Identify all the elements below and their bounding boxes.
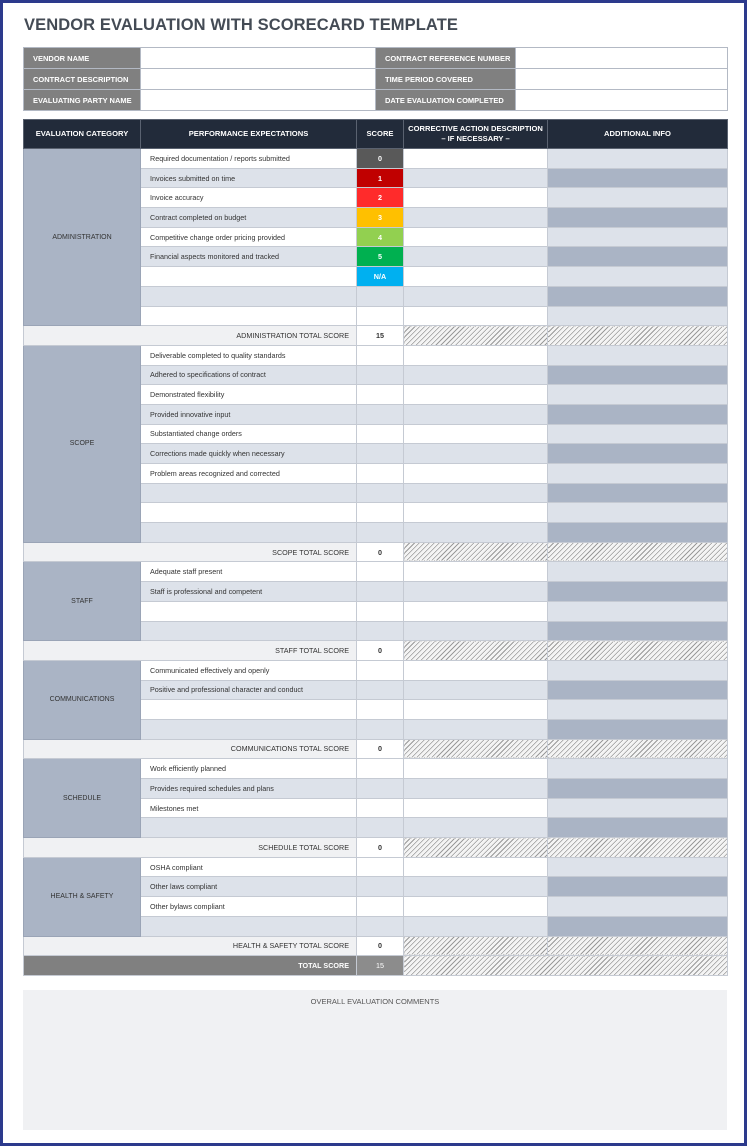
performance-expectation[interactable]: Provides required schedules and plans: [141, 779, 357, 799]
score-cell[interactable]: [357, 424, 404, 444]
info-label: TIME PERIOD COVERED: [376, 69, 516, 90]
section-total-score: 0: [357, 936, 404, 956]
table-row: [24, 345, 728, 365]
score-cell[interactable]: [357, 779, 404, 799]
score-cell[interactable]: [357, 464, 404, 484]
corrective-action-cell[interactable]: [404, 523, 548, 543]
score-cell[interactable]: 3: [357, 208, 404, 228]
score-cell[interactable]: [357, 601, 404, 621]
corrective-action-cell[interactable]: [404, 404, 548, 424]
evaluation-category: HEALTH & SAFETY: [24, 857, 141, 936]
performance-expectation[interactable]: [141, 601, 357, 621]
info-label: VENDOR NAME: [24, 48, 141, 69]
section-total-row: [24, 542, 728, 562]
grand-total-score: 15: [357, 956, 404, 976]
header-performance-expectations: PERFORMANCE EXPECTATIONS: [141, 120, 357, 149]
corrective-action-cell[interactable]: [404, 857, 548, 877]
score-cell[interactable]: 1: [357, 168, 404, 188]
corrective-action-cell[interactable]: [404, 562, 548, 582]
hatched-cell: [548, 641, 728, 661]
info-row: [24, 69, 728, 90]
score-cell[interactable]: [357, 582, 404, 602]
additional-info-cell[interactable]: [548, 916, 728, 936]
hatched-cell: [548, 739, 728, 759]
performance-expectation[interactable]: Invoice accuracy: [141, 188, 357, 208]
performance-expectation[interactable]: [141, 306, 357, 326]
corrective-action-cell[interactable]: [404, 464, 548, 484]
additional-info-cell[interactable]: [548, 208, 728, 228]
evaluation-category: SCOPE: [24, 345, 141, 542]
corrective-action-cell[interactable]: [404, 916, 548, 936]
corrective-action-cell[interactable]: [404, 818, 548, 838]
corrective-action-cell[interactable]: [404, 286, 548, 306]
section-total-label: HEALTH & SAFETY TOTAL SCORE: [24, 936, 357, 956]
performance-expectation[interactable]: Substantiated change orders: [141, 424, 357, 444]
performance-expectation[interactable]: Positive and professional character and conduct: [141, 680, 357, 700]
hatched-cell: [404, 956, 728, 976]
additional-info-cell[interactable]: [548, 267, 728, 287]
corrective-action-cell[interactable]: [404, 621, 548, 641]
header-corrective-action: [404, 120, 548, 149]
score-cell[interactable]: 0: [357, 149, 404, 169]
score-cell[interactable]: [357, 503, 404, 523]
performance-expectation[interactable]: [141, 503, 357, 523]
info-value-field[interactable]: [516, 69, 728, 90]
additional-info-cell[interactable]: [548, 700, 728, 720]
info-label: CONTRACT DESCRIPTION: [24, 69, 141, 90]
score-cell[interactable]: [357, 385, 404, 405]
additional-info-cell[interactable]: [548, 660, 728, 680]
additional-info-cell[interactable]: [548, 286, 728, 306]
corrective-action-cell[interactable]: [404, 759, 548, 779]
additional-info-cell[interactable]: [548, 759, 728, 779]
section-total-score: 0: [357, 641, 404, 661]
score-cell[interactable]: [357, 916, 404, 936]
performance-expectation[interactable]: OSHA compliant: [141, 857, 357, 877]
evaluation-category: ADMINISTRATION: [24, 149, 141, 326]
corrective-action-cell[interactable]: [404, 582, 548, 602]
header-evaluation-category: EVALUATION CATEGORY: [24, 120, 141, 149]
header-corrective-line1: CORRECTIVE ACTION DESCRIPTION: [408, 124, 543, 133]
score-cell[interactable]: [357, 897, 404, 917]
score-cell[interactable]: [357, 798, 404, 818]
info-label: CONTRACT REFERENCE NUMBER: [376, 48, 516, 69]
performance-expectation[interactable]: Communicated effectively and openly: [141, 660, 357, 680]
additional-info-cell[interactable]: [548, 897, 728, 917]
additional-info-cell[interactable]: [548, 719, 728, 739]
additional-info-cell[interactable]: [548, 306, 728, 326]
scorecard-table: [23, 119, 728, 976]
additional-info-cell[interactable]: [548, 168, 728, 188]
hatched-cell: [404, 936, 548, 956]
performance-expectation[interactable]: Other bylaws compliant: [141, 897, 357, 917]
header-score: SCORE: [357, 120, 404, 149]
score-cell[interactable]: [357, 562, 404, 582]
additional-info-cell[interactable]: [548, 247, 728, 267]
performance-expectation[interactable]: Milestones met: [141, 798, 357, 818]
corrective-action-cell[interactable]: [404, 444, 548, 464]
section-total-row: [24, 641, 728, 661]
performance-expectation[interactable]: Required documentation / reports submitted: [141, 149, 357, 169]
additional-info-cell[interactable]: [548, 227, 728, 247]
evaluation-category: COMMUNICATIONS: [24, 660, 141, 739]
additional-info-cell[interactable]: [548, 503, 728, 523]
corrective-action-cell[interactable]: [404, 877, 548, 897]
section-total-label: SCOPE TOTAL SCORE: [24, 542, 357, 562]
vendor-info-table: [23, 47, 728, 111]
additional-info-cell[interactable]: [548, 365, 728, 385]
performance-expectation[interactable]: Contract completed on budget: [141, 208, 357, 228]
additional-info-cell[interactable]: [548, 483, 728, 503]
header-additional-info: ADDITIONAL INFO: [548, 120, 728, 149]
corrective-action-cell[interactable]: [404, 227, 548, 247]
corrective-action-cell[interactable]: [404, 897, 548, 917]
info-value-field[interactable]: [516, 48, 728, 69]
header-corrective-line2: – IF NECESSARY –: [441, 134, 510, 143]
performance-expectation[interactable]: Other laws compliant: [141, 877, 357, 897]
score-cell[interactable]: [357, 365, 404, 385]
info-label: EVALUATING PARTY NAME: [24, 90, 141, 111]
performance-expectation[interactable]: Corrections made quickly when necessary: [141, 444, 357, 464]
section-total-row: [24, 739, 728, 759]
corrective-action-cell[interactable]: [404, 483, 548, 503]
info-value-field[interactable]: [141, 90, 376, 111]
score-cell[interactable]: [357, 523, 404, 543]
corrective-action-cell[interactable]: [404, 424, 548, 444]
corrective-action-cell[interactable]: [404, 503, 548, 523]
score-cell[interactable]: N/A: [357, 267, 404, 287]
score-cell[interactable]: [357, 700, 404, 720]
performance-expectation[interactable]: Competitive change order pricing provided: [141, 227, 357, 247]
score-cell[interactable]: 4: [357, 227, 404, 247]
additional-info-cell[interactable]: [548, 562, 728, 582]
info-label: DATE EVALUATION COMPLETED: [376, 90, 516, 111]
additional-info-cell[interactable]: [548, 857, 728, 877]
additional-info-cell[interactable]: [548, 621, 728, 641]
corrective-action-cell[interactable]: [404, 267, 548, 287]
additional-info-cell[interactable]: [548, 464, 728, 484]
info-value-field[interactable]: [516, 90, 728, 111]
table-row: [24, 562, 728, 582]
additional-info-cell[interactable]: [548, 188, 728, 208]
performance-expectation[interactable]: [141, 916, 357, 936]
table-row: [24, 857, 728, 877]
additional-info-cell[interactable]: [548, 149, 728, 169]
score-cell[interactable]: [357, 680, 404, 700]
table-row: [24, 149, 728, 169]
score-cell[interactable]: [357, 345, 404, 365]
corrective-action-cell[interactable]: [404, 700, 548, 720]
additional-info-cell[interactable]: [548, 404, 728, 424]
corrective-action-cell[interactable]: [404, 306, 548, 326]
evaluation-category: SCHEDULE: [24, 759, 141, 838]
hatched-cell: [548, 936, 728, 956]
section-total-label: ADMINISTRATION TOTAL SCORE: [24, 326, 357, 346]
additional-info-cell[interactable]: [548, 385, 728, 405]
performance-expectation[interactable]: [141, 483, 357, 503]
performance-expectation[interactable]: [141, 523, 357, 543]
score-cell[interactable]: [357, 857, 404, 877]
score-cell[interactable]: [357, 759, 404, 779]
additional-info-cell[interactable]: [548, 818, 728, 838]
section-total-score: 0: [357, 838, 404, 858]
corrective-action-cell[interactable]: [404, 385, 548, 405]
overall-comments-box[interactable]: [23, 990, 727, 1130]
section-total-label: COMMUNICATIONS TOTAL SCORE: [24, 739, 357, 759]
corrective-action-cell[interactable]: [404, 208, 548, 228]
info-row: [24, 90, 728, 111]
grand-total-row: [24, 956, 728, 976]
additional-info-cell[interactable]: [548, 877, 728, 897]
performance-expectation[interactable]: Provided innovative input: [141, 404, 357, 424]
score-cell[interactable]: 5: [357, 247, 404, 267]
score-cell[interactable]: [357, 818, 404, 838]
additional-info-cell[interactable]: [548, 582, 728, 602]
corrective-action-cell[interactable]: [404, 168, 548, 188]
page-title: VENDOR EVALUATION WITH SCORECARD TEMPLATE: [24, 16, 459, 34]
corrective-action-cell[interactable]: [404, 365, 548, 385]
additional-info-cell[interactable]: [548, 601, 728, 621]
performance-expectation[interactable]: Demonstrated flexibility: [141, 385, 357, 405]
performance-expectation[interactable]: Problem areas recognized and corrected: [141, 464, 357, 484]
performance-expectation[interactable]: Invoices submitted on time: [141, 168, 357, 188]
performance-expectation[interactable]: Deliverable completed to quality standards: [141, 345, 357, 365]
hatched-cell: [404, 739, 548, 759]
additional-info-cell[interactable]: [548, 444, 728, 464]
corrective-action-cell[interactable]: [404, 680, 548, 700]
hatched-cell: [404, 641, 548, 661]
corrective-action-cell[interactable]: [404, 719, 548, 739]
section-total-score: 0: [357, 739, 404, 759]
corrective-action-cell[interactable]: [404, 149, 548, 169]
performance-expectation[interactable]: Adhered to specifications of contract: [141, 365, 357, 385]
additional-info-cell[interactable]: [548, 523, 728, 543]
hatched-cell: [404, 542, 548, 562]
grand-total-label: TOTAL SCORE: [24, 956, 357, 976]
performance-expectation[interactable]: Staff is professional and competent: [141, 582, 357, 602]
corrective-action-cell[interactable]: [404, 601, 548, 621]
score-cell[interactable]: [357, 444, 404, 464]
additional-info-cell[interactable]: [548, 424, 728, 444]
performance-expectation[interactable]: [141, 286, 357, 306]
additional-info-cell[interactable]: [548, 680, 728, 700]
performance-expectation[interactable]: Financial aspects monitored and tracked: [141, 247, 357, 267]
score-cell[interactable]: [357, 306, 404, 326]
overall-comments-label: OVERALL EVALUATION COMMENTS: [310, 997, 440, 1006]
info-row: [24, 48, 728, 69]
hatched-cell: [404, 326, 548, 346]
table-row: [24, 759, 728, 779]
performance-expectation[interactable]: [141, 719, 357, 739]
performance-expectation[interactable]: Adequate staff present: [141, 562, 357, 582]
hatched-cell: [548, 326, 728, 346]
performance-expectation[interactable]: [141, 818, 357, 838]
section-total-row: [24, 838, 728, 858]
corrective-action-cell[interactable]: [404, 798, 548, 818]
score-cell[interactable]: [357, 404, 404, 424]
score-cell[interactable]: 2: [357, 188, 404, 208]
additional-info-cell[interactable]: [548, 798, 728, 818]
section-total-label: STAFF TOTAL SCORE: [24, 641, 357, 661]
performance-expectation[interactable]: [141, 700, 357, 720]
corrective-action-cell[interactable]: [404, 660, 548, 680]
performance-expectation[interactable]: Work efficiently planned: [141, 759, 357, 779]
performance-expectation[interactable]: [141, 267, 357, 287]
section-total-row: [24, 326, 728, 346]
scorecard-header-row: [24, 120, 728, 149]
section-total-score: 0: [357, 542, 404, 562]
score-cell[interactable]: [357, 621, 404, 641]
score-cell[interactable]: [357, 660, 404, 680]
score-cell[interactable]: [357, 877, 404, 897]
additional-info-cell[interactable]: [548, 779, 728, 799]
hatched-cell: [404, 838, 548, 858]
section-total-label: SCHEDULE TOTAL SCORE: [24, 838, 357, 858]
corrective-action-cell[interactable]: [404, 345, 548, 365]
hatched-cell: [548, 542, 728, 562]
performance-expectation[interactable]: [141, 621, 357, 641]
corrective-action-cell[interactable]: [404, 247, 548, 267]
section-total-row: [24, 936, 728, 956]
score-cell[interactable]: [357, 286, 404, 306]
info-value-field[interactable]: [141, 69, 376, 90]
table-row: [24, 660, 728, 680]
score-cell[interactable]: [357, 719, 404, 739]
corrective-action-cell[interactable]: [404, 188, 548, 208]
evaluation-category: STAFF: [24, 562, 141, 641]
hatched-cell: [548, 838, 728, 858]
score-cell[interactable]: [357, 483, 404, 503]
info-value-field[interactable]: [141, 48, 376, 69]
corrective-action-cell[interactable]: [404, 779, 548, 799]
additional-info-cell[interactable]: [548, 345, 728, 365]
section-total-score: 15: [357, 326, 404, 346]
